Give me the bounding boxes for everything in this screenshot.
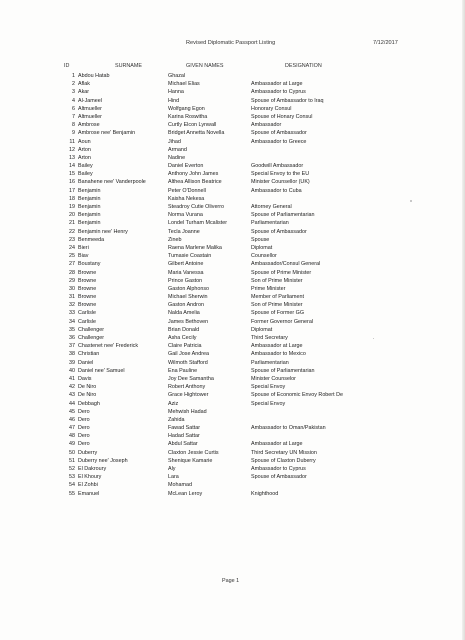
row-id: 6 [72, 105, 75, 112]
row-surname: Emanuel [78, 490, 100, 497]
table-row [0, 269, 465, 277]
table-row [0, 449, 465, 457]
row-surname: Dero [78, 433, 90, 440]
row-designation: Goodwill Ambassador [251, 163, 304, 170]
table-row [0, 309, 465, 317]
row-designation: Spouse of Prime Minister [251, 269, 312, 276]
row-surname: Arton [78, 146, 91, 153]
row-given-names: Ena Pauline [168, 367, 198, 374]
table-row [0, 350, 465, 358]
row-surname: Akar [78, 89, 90, 96]
row-id: 36 [69, 335, 75, 341]
table-row [0, 162, 465, 170]
row-surname: Dero [78, 441, 90, 448]
row-id: 51 [69, 457, 75, 464]
row-surname: Benjamin [78, 187, 101, 194]
row-designation: Diplomat [251, 244, 273, 251]
table-row [0, 211, 465, 219]
table-row [0, 334, 465, 342]
row-given-names: Asha Cecily [168, 335, 197, 341]
table-row [0, 326, 465, 334]
row-designation: Spouse of Ambassador [251, 130, 307, 137]
row-surname: Ambrose [78, 122, 100, 129]
row-id: 24 [69, 244, 75, 251]
row-given-names: Daniel Everton [168, 163, 204, 170]
row-surname: Browne [78, 277, 97, 284]
row-id: 54 [69, 482, 75, 489]
row-surname: Biav [78, 253, 89, 260]
row-surname: Browne [78, 294, 97, 301]
row-given-names: Claxton Jessie Curtis [168, 449, 219, 456]
table-row [0, 88, 465, 96]
table-row [0, 129, 465, 137]
table-row [0, 72, 465, 80]
row-given-names: McLean Leroy [168, 490, 203, 497]
table-row [0, 187, 465, 195]
row-given-names: Brian Donald [168, 326, 200, 333]
column-header-surname: SURNAME [115, 63, 142, 69]
table-row [0, 121, 465, 129]
column-header-id: ID [64, 63, 70, 69]
row-given-names: Prince Gaston [168, 277, 203, 284]
table-row [0, 424, 465, 432]
row-surname: Aflak [78, 81, 90, 88]
table-row [0, 301, 465, 309]
row-given-names: Steadroy Cutie Oliverro [168, 204, 225, 210]
row-designation: Ambassador/Consul General [251, 261, 321, 268]
row-designation: Son of Prime Minister [251, 302, 303, 309]
row-given-names: Wilmoth Stafford [168, 359, 208, 366]
passport-table [0, 72, 465, 498]
row-id: 20 [69, 212, 75, 219]
row-surname: Benmeeda [78, 236, 105, 243]
row-surname: Browne [78, 302, 97, 309]
row-id: 34 [69, 318, 75, 325]
row-given-names: Jihad [168, 138, 181, 145]
row-designation: Ambassador [251, 122, 282, 129]
row-given-names: Robert Anthony [168, 384, 206, 391]
table-row [0, 400, 465, 408]
row-designation: Ambassador to Oman/Pakistan [251, 425, 326, 432]
table-row [0, 203, 465, 211]
row-given-names: Michael Sherwin [168, 294, 208, 301]
row-given-names: Althea Allison Beatrice [168, 179, 222, 186]
row-designation: Spouse of Economic Envoy Robert De [251, 392, 343, 399]
table-row [0, 440, 465, 448]
row-designation: Minister Counselor [251, 375, 296, 382]
row-given-names: Gaston Andron [168, 302, 204, 309]
row-surname: Bieri [78, 244, 89, 251]
row-id: 11 [69, 138, 75, 145]
scan-speck [373, 338, 374, 339]
row-given-names: Hanna [168, 89, 184, 96]
row-surname: Duberry [78, 449, 98, 456]
row-designation: Honorary Consul [251, 105, 292, 112]
row-given-names: Bridget Annetta Novella [168, 130, 225, 137]
row-given-names: Hadad Sattar [168, 433, 200, 440]
row-id: 21 [69, 220, 75, 227]
table-row [0, 416, 465, 424]
table-row [0, 154, 465, 162]
row-given-names: Raena Marlene Malika [168, 244, 222, 251]
row-designation: Spouse of Claxton Duberry [251, 457, 316, 464]
table-row [0, 277, 465, 285]
row-surname: Benjamin [78, 212, 101, 219]
row-surname: Bailey [78, 163, 93, 170]
row-surname: Bailey [78, 171, 93, 178]
row-id: 15 [69, 171, 75, 178]
row-surname: Browne [78, 269, 97, 276]
table-row [0, 359, 465, 367]
row-given-names: Zineb [168, 236, 182, 243]
row-designation: Ambassador to Mexico [251, 351, 306, 358]
table-row [0, 228, 465, 236]
column-header-designation: DESIGNATION [285, 63, 322, 69]
row-given-names: Tecla Joanne [168, 228, 200, 235]
row-designation: Counsellor [251, 253, 277, 260]
scan-speck [410, 200, 412, 202]
row-surname: Carlisle [78, 318, 96, 325]
row-surname: Altmueller [78, 113, 102, 120]
row-given-names: Nalda Amelia [168, 310, 200, 317]
row-given-names: Gail Jose Andrea [168, 351, 210, 358]
row-id: 12 [69, 146, 75, 153]
row-id: 43 [69, 392, 75, 399]
row-designation: Attorney General [251, 204, 292, 210]
row-id: 17 [69, 187, 75, 194]
row-given-names: Michael Elias [168, 81, 200, 88]
row-surname: El Dakroury [78, 466, 107, 472]
row-designation: Member of Parliament [251, 294, 305, 301]
table-row [0, 465, 465, 473]
table-row [0, 113, 465, 121]
row-id: 22 [69, 228, 75, 235]
row-id: 27 [69, 261, 75, 268]
table-row [0, 219, 465, 227]
row-id: 52 [69, 466, 75, 472]
document-title: Revised Diplomatic Passport Listing [186, 40, 276, 46]
row-id: 49 [69, 441, 75, 448]
page-number: Page 1 [222, 578, 240, 584]
table-row [0, 473, 465, 481]
table-row [0, 408, 465, 416]
row-given-names: Kaisha Nekesa [168, 195, 205, 202]
row-designation: Minister Counsellor (UK) [251, 179, 310, 186]
row-surname: Daniel nee' Samuel [78, 367, 125, 374]
row-designation: Ambassador to Cyprus [251, 466, 306, 472]
table-row [0, 318, 465, 326]
table-row [0, 391, 465, 399]
row-designation: Ambassador at Large [251, 441, 303, 448]
row-id: 25 [69, 253, 75, 260]
row-given-names: Peter O'Donnell [168, 187, 206, 194]
row-given-names: James Bethoven [168, 318, 209, 325]
row-surname: Challenger [78, 326, 105, 333]
row-surname: Dero [78, 425, 90, 432]
table-row [0, 146, 465, 154]
row-given-names: Maria Vanessa [168, 269, 204, 276]
row-given-names: Zahida [168, 416, 185, 423]
table-row [0, 195, 465, 203]
table-row [0, 383, 465, 391]
table-row [0, 457, 465, 465]
row-given-names: Shenique Kamarie [168, 457, 213, 464]
table-row [0, 293, 465, 301]
row-surname: Challenger [78, 335, 105, 341]
row-given-names: Wolfgang Egon [168, 105, 205, 112]
row-id: 38 [69, 351, 75, 358]
row-given-names: Anthony John James [168, 171, 219, 178]
row-surname: Aoun [78, 138, 91, 145]
row-designation: Special Envoy [251, 384, 286, 391]
row-id: 42 [69, 384, 75, 391]
row-given-names: Aziz [168, 400, 179, 407]
row-surname: Ambrose nee' Benjamin [78, 130, 136, 137]
row-surname: Al-Jameel [78, 97, 102, 104]
row-designation: Son of Prime Minister [251, 277, 303, 284]
row-id: 48 [69, 433, 75, 440]
row-surname: Benjamin [78, 195, 101, 202]
row-given-names: Fawad Sattar [168, 425, 201, 432]
table-row [0, 178, 465, 186]
row-surname: Daniel [78, 359, 94, 366]
row-id: 41 [69, 375, 75, 382]
row-surname: De Niro [78, 384, 97, 391]
row-id: 8 [72, 122, 75, 129]
row-id: 55 [69, 490, 75, 497]
row-designation: Spouse of Honary Consul [251, 113, 313, 120]
row-designation: Ambassador to Cyprus [251, 89, 306, 96]
row-id: 30 [69, 285, 75, 292]
row-id: 2 [72, 81, 75, 88]
row-given-names: Lara [168, 474, 179, 481]
row-surname: Banahene nee' Vanderpoole [78, 179, 146, 186]
table-row [0, 260, 465, 268]
row-designation: Spouse of Parliamentarian [251, 212, 315, 219]
row-designation: Ambassador to Greece [251, 138, 307, 145]
row-surname: Altmueller [78, 105, 102, 112]
row-designation: Spouse of Parliamentarian [251, 367, 315, 374]
table-row [0, 236, 465, 244]
row-designation: Spouse of Ambassador [251, 228, 307, 235]
row-designation: Diplomat [251, 326, 273, 333]
row-designation: Ambassador at Large [251, 343, 303, 350]
row-id: 14 [69, 163, 75, 170]
table-row [0, 490, 465, 498]
row-id: 35 [69, 326, 75, 333]
row-given-names: Armand [168, 146, 187, 153]
row-given-names: Mohamad [168, 482, 192, 489]
row-id: 47 [69, 425, 75, 432]
row-surname: Browne [78, 285, 97, 292]
row-id: 44 [69, 400, 75, 407]
row-id: 1 [72, 73, 75, 79]
row-given-names: Joy Dee Samantha [168, 375, 214, 382]
row-surname: Chastenet nee' Frederick [78, 343, 139, 350]
row-surname: Benjamin nee' Henry [78, 228, 128, 235]
row-designation: Third Secretary UN Mission [251, 449, 317, 456]
row-surname: Carlisle [78, 310, 96, 317]
row-designation: Parliamentarian [251, 220, 289, 227]
row-id: 40 [69, 367, 75, 374]
document-date: 7/12/2017 [373, 40, 398, 46]
row-surname: Benjamin [78, 204, 101, 210]
row-designation: Ambassador at Large [251, 81, 303, 88]
row-id: 7 [72, 113, 75, 120]
row-given-names: Curtly Elcon Lynwall [168, 122, 217, 129]
table-row [0, 170, 465, 178]
row-given-names: Karina Roswitha [168, 113, 208, 120]
row-id: 16 [69, 179, 75, 186]
row-designation: Knighthood [251, 490, 279, 497]
row-id: 29 [69, 277, 75, 284]
table-row [0, 252, 465, 260]
row-surname: Davis [78, 375, 92, 382]
row-designation: Parliamentarian [251, 359, 289, 366]
row-id: 46 [69, 416, 75, 423]
row-given-names: Gilbert Antoine [168, 261, 204, 268]
row-id: 45 [69, 408, 75, 415]
row-given-names: Gaston Alphonso [168, 285, 210, 292]
row-given-names: Claire Patricia [168, 343, 202, 350]
row-given-names: Tumasie Coastain [168, 253, 212, 260]
row-surname: Dero [78, 416, 90, 423]
table-row [0, 285, 465, 293]
row-id: 33 [69, 310, 75, 317]
table-row [0, 367, 465, 375]
table-row [0, 97, 465, 105]
row-id: 31 [69, 294, 75, 301]
row-surname: El Zohbi [78, 482, 98, 489]
row-given-names: Mehwish Hadad [168, 408, 207, 415]
row-surname: Benjamin [78, 220, 101, 227]
row-id: 37 [69, 343, 75, 350]
row-surname: Arton [78, 154, 91, 161]
row-surname: Dero [78, 408, 90, 415]
row-id: 18 [69, 195, 75, 202]
row-id: 19 [69, 204, 75, 210]
row-designation: Spouse [251, 236, 270, 243]
table-row [0, 432, 465, 440]
row-id: 13 [69, 154, 75, 161]
row-designation: Former Governor General [251, 318, 314, 325]
row-designation: Special Envoy [251, 400, 286, 407]
table-row [0, 80, 465, 88]
table-row [0, 105, 465, 113]
row-given-names: Londel Turham Mcalister [168, 220, 228, 227]
table-row [0, 375, 465, 383]
row-id: 3 [72, 89, 75, 96]
table-row [0, 481, 465, 489]
row-surname: Duberry nee' Joseph [78, 457, 128, 464]
row-id: 9 [72, 130, 75, 137]
row-designation: Spouse of Ambassador to Iraq [251, 97, 324, 104]
row-id: 4 [72, 97, 75, 104]
row-given-names: Ghazal [168, 73, 186, 79]
table-row [0, 342, 465, 350]
row-id: 32 [69, 302, 75, 309]
row-id: 28 [69, 269, 75, 276]
table-row [0, 138, 465, 146]
row-designation: Spouse of Former GG [251, 310, 305, 317]
row-surname: El Khoury [78, 474, 102, 481]
row-surname: Christian [78, 351, 100, 358]
row-given-names: Abdul Sattar [168, 441, 198, 448]
row-id: 23 [69, 236, 75, 243]
table-row [0, 244, 465, 252]
row-id: 50 [69, 449, 75, 456]
row-designation: Prime Minister [251, 285, 286, 292]
row-id: 53 [69, 474, 75, 481]
row-designation: Third Secretary [251, 335, 288, 341]
column-header-given-names: GIVEN NAMES [186, 63, 224, 69]
row-id: 39 [69, 359, 75, 366]
row-given-names: Aly [168, 466, 176, 472]
row-surname: Abdou Hatab [78, 73, 110, 79]
row-given-names: Hind [168, 97, 180, 104]
row-surname: De Niro [78, 392, 97, 399]
row-designation: Special Envoy to the EU [251, 171, 310, 178]
row-designation: Ambassador to Cuba [251, 187, 302, 194]
row-given-names: Grace Hightower [168, 392, 209, 399]
row-designation: Spouse of Ambassador [251, 474, 307, 481]
row-surname: Debbagh [78, 400, 100, 407]
row-surname: Boustany [78, 261, 101, 268]
row-given-names: Nadine [168, 154, 186, 161]
row-given-names: Norma Vurana [168, 212, 203, 219]
